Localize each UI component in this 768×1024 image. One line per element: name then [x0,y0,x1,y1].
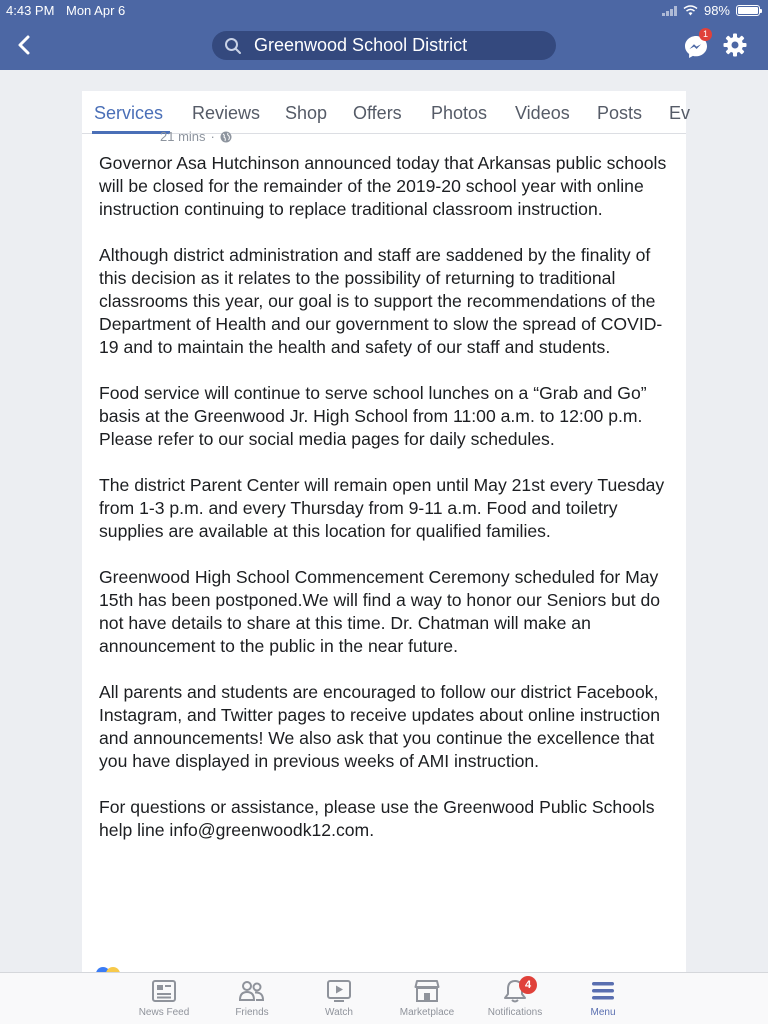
post-paragraph: Although district administration and staff are saddened by the finality of this decision as it relates to the possibility of returning to traditional classrooms this year, our goal is to support the recommendations of the Department of Health and our government to slow the spread of COVID-19 and to maintain the health and safety of our staff and students. [99,245,663,357]
tabbar-label: Watch [325,1007,353,1018]
tabbar-label: News Feed [138,1007,190,1018]
messenger-badge: 1 [699,28,712,41]
globe-icon [220,131,232,143]
tab-events[interactable]: Ev [669,103,691,123]
friends-icon [238,979,266,1003]
watch-icon [326,979,352,1003]
tab-posts[interactable]: Posts [597,103,643,123]
tabbar-marketplace[interactable] [382,979,472,1018]
post-card [82,91,691,973]
tabbar-watch[interactable] [294,979,384,1018]
tab-offers[interactable]: Offers [353,103,402,123]
tab-reviews[interactable]: Reviews [192,103,261,123]
status-time: 4:43 PM [6,3,55,18]
news-feed-icon [151,979,177,1003]
tabbar-notifications[interactable] [470,979,560,1018]
post-paragraph: Greenwood High School Commencement Ceremony scheduled for May 15th has been postponed.We will find a way to honor our Seniors but do not have details to share at this time. Dr. Chatman will make an announcement to the public in the near future. [99,567,661,656]
notifications-badge: 4 [519,976,537,994]
post-paragraph: For questions or assistance, please use the Greenwood Public Schools help line info@greenwoodk12.com. [99,797,655,840]
search-icon [224,37,242,55]
post-paragraph: Food service will continue to serve school lunches on a “Grab and Go” basis at the Greenwood Jr. High School from 11:00 a.m. to 12:00 p.m. Please refer to our social media pages for daily schedules. [99,383,647,449]
marketplace-icon [414,979,440,1003]
tabbar-news-feed[interactable] [119,979,209,1018]
search-text: Greenwood School District [254,35,468,55]
search-input[interactable] [212,31,556,60]
tabbar-label: Friends [235,1007,269,1018]
tab-services[interactable]: Services [94,103,164,123]
post-meta [160,129,232,144]
post-paragraph: All parents and students are encouraged to follow our district Facebook, Instagram, and Twitter pages to receive updates about online instruction and announcements! We also ask that you continue the excellence that you have displayed in previous weeks of AMI instruction. [99,682,661,771]
post-body [99,152,677,865]
tab-videos[interactable]: Videos [515,103,570,123]
wifi-icon [683,5,698,16]
tab-shop[interactable]: Shop [285,103,328,123]
post-time[interactable]: 21 mins [160,129,206,144]
tab-photos[interactable]: Photos [431,103,488,123]
tabbar-label: Notifications [487,1007,543,1018]
gear-icon[interactable] [722,32,748,58]
tabbar-menu[interactable] [558,979,648,1018]
tabbar-label: Marketplace [399,1007,455,1018]
navbar [0,20,768,70]
meta-separator: · [210,129,215,144]
menu-icon [590,979,616,1003]
back-arrow-icon[interactable] [12,30,38,60]
page-tabs [82,91,691,134]
battery-icon [736,5,760,16]
status-bar [0,0,768,20]
active-tab-indicator [92,131,170,134]
post-paragraph: The district Parent Center will remain open until May 21st every Tuesday from 1-3 p.m. and every Thursday from 9-11 a.m. Food and toiletry supplies are available at this location for qualified families. [99,475,665,541]
tabbar-label: Menu [590,1007,616,1018]
post-paragraph: Governor Asa Hutchinson announced today that Arkansas public schools will be closed for the remainder of the 2019-20 school year with online instruction continuing to replace traditional classroom instruction. [99,153,667,219]
cellular-signal-icon [662,6,677,16]
bottom-tab-bar [0,972,768,1024]
status-date: Mon Apr 6 [66,3,126,18]
tabbar-friends[interactable] [207,979,297,1018]
battery-percent: 98% [703,3,730,18]
